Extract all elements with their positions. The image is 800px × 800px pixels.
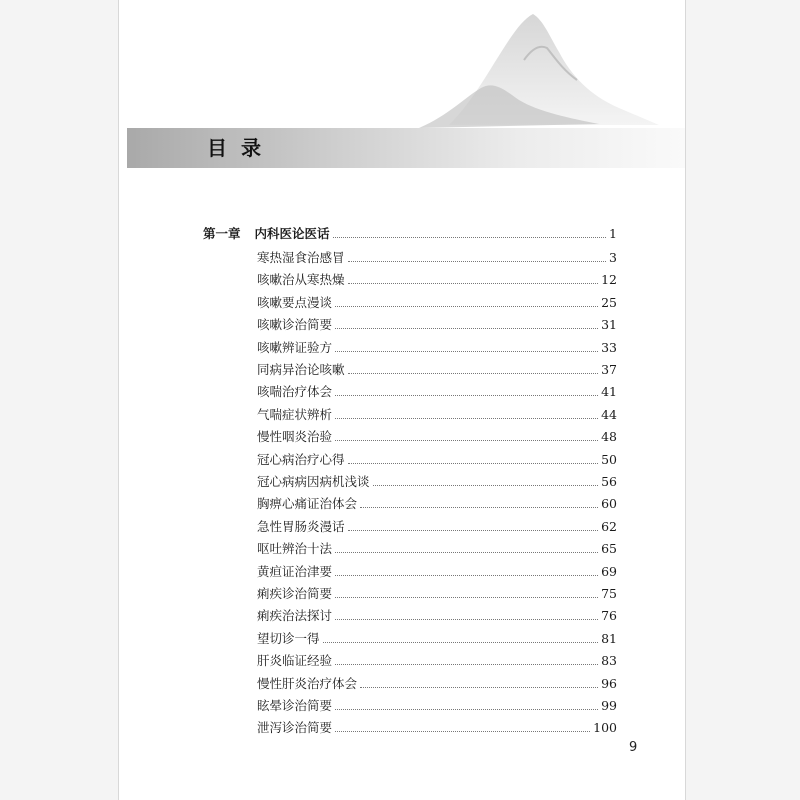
toc-entry-page: 50: [601, 451, 617, 467]
dot-leader: [335, 417, 598, 419]
dot-leader: [373, 484, 599, 486]
toc-entry-page: 65: [601, 541, 617, 557]
toc-entry-row[interactable]: [257, 338, 617, 358]
toc-entry-page: 48: [601, 429, 617, 445]
toc-entry-row[interactable]: [257, 651, 617, 671]
chapter-page: 1: [609, 226, 617, 241]
toc-entry-page: 81: [601, 630, 617, 646]
dot-leader: [335, 551, 598, 553]
toc-entry-page: 99: [601, 698, 617, 713]
toc-entry-title: 慢性肝炎治疗体会: [257, 675, 358, 691]
toc-entry-title: 冠心病病因病机浅谈: [257, 474, 370, 489]
dot-leader: [335, 350, 598, 352]
dot-leader: [348, 282, 599, 284]
toc-entry-title: 慢性咽炎治验: [257, 429, 333, 445]
toc-entry-page: 75: [601, 586, 617, 601]
dot-leader: [360, 506, 598, 508]
toc-entry-title: 咳嗽辨证验方: [257, 339, 333, 355]
toc-entry-title: 胸痹心痛证治体会: [257, 496, 358, 512]
toc-entry-page: 12: [601, 272, 617, 288]
page-number: 9: [629, 740, 638, 755]
toc-entry-title: 痢疾诊治简要: [257, 586, 333, 601]
toc-entry-page: 100: [593, 720, 617, 736]
dot-leader: [335, 305, 598, 307]
toc-title: 目录: [207, 136, 275, 160]
toc-entry-row[interactable]: [257, 539, 617, 559]
toc-entry-title: 黄疸证治津要: [257, 563, 333, 579]
toc-entry-title: 咳喘治疗体会: [257, 384, 333, 400]
toc-entry-row[interactable]: [257, 629, 617, 649]
toc-entry-title: 急性胃肠炎漫话: [257, 518, 345, 534]
toc-entry-page: 60: [601, 496, 617, 512]
toc-entry-row[interactable]: [257, 517, 617, 537]
dot-leader: [335, 574, 598, 576]
toc-entry-row[interactable]: [257, 562, 617, 582]
toc-entry-title: 肝炎临证经验: [257, 653, 333, 669]
toc-entry-row[interactable]: [257, 382, 617, 402]
toc-entry-row[interactable]: [257, 450, 617, 470]
chapter-number: 第一章: [203, 226, 241, 241]
toc-entry-page: 41: [601, 384, 617, 400]
dot-leader: [348, 372, 599, 374]
toc-entry-row[interactable]: [257, 584, 617, 604]
toc-entry-row[interactable]: [257, 315, 617, 335]
toc-entry-title: 气喘症状辨析: [257, 406, 333, 422]
dot-leader: [348, 260, 606, 262]
dot-leader: [323, 641, 599, 643]
toc-entry-title: 同病异治论咳嗽: [257, 362, 345, 377]
toc-entry-row[interactable]: [257, 360, 617, 380]
dot-leader: [360, 686, 598, 688]
toc-entry-row[interactable]: [257, 674, 617, 694]
toc-entry-title: 寒热湿食治感冒: [257, 250, 345, 265]
toc-entry-row[interactable]: [257, 606, 617, 626]
dot-leader: [335, 596, 598, 598]
dot-leader: [348, 462, 599, 464]
toc-header-band: [127, 128, 686, 168]
toc-entry-row[interactable]: [257, 427, 617, 447]
toc-entry-page: 44: [601, 406, 617, 422]
toc-entry-title: 呕吐辨治十法: [257, 541, 333, 557]
toc-entry-row[interactable]: [257, 472, 617, 492]
toc-entry-page: 25: [601, 294, 617, 310]
dot-leader: [335, 663, 598, 665]
dot-leader: [348, 529, 599, 531]
toc-chapter-row[interactable]: [203, 224, 617, 244]
toc-entry-row[interactable]: [257, 270, 617, 290]
toc-entry-title: 冠心病治疗心得: [257, 451, 345, 467]
toc-entry-page: 37: [601, 362, 617, 377]
toc-entry-row[interactable]: [257, 405, 617, 425]
dot-leader: [333, 236, 606, 238]
dot-leader: [335, 394, 598, 396]
toc-entry-page: 56: [601, 474, 617, 489]
toc-entry-title: 痢疾治法探讨: [257, 608, 333, 624]
dot-leader: [335, 730, 590, 732]
toc-entry-row[interactable]: [257, 248, 617, 268]
dot-leader: [335, 708, 598, 710]
book-page: [118, 0, 686, 800]
dot-leader: [335, 618, 598, 620]
toc-entry-page: 31: [601, 317, 617, 333]
chapter-title: 内科医论医话: [254, 226, 330, 241]
dot-leader: [335, 327, 598, 329]
toc-entry-page: 83: [601, 653, 617, 669]
toc-entry-title: 咳嗽治从寒热燥: [257, 272, 345, 288]
toc-entry-title: 泄泻诊治简要: [257, 720, 333, 736]
toc-entry-title: 咳嗽诊治简要: [257, 317, 333, 333]
toc-entry-page: 62: [601, 518, 617, 534]
toc-entry-page: 96: [601, 675, 617, 691]
toc-entry-page: 3: [609, 250, 617, 265]
toc-entry-title: 咳嗽要点漫谈: [257, 294, 333, 310]
toc-entry-row[interactable]: [257, 494, 617, 514]
toc-entry-title: 眩晕诊治简要: [257, 698, 333, 713]
dot-leader: [335, 439, 598, 441]
toc-entry-row[interactable]: [257, 293, 617, 313]
toc-entry-page: 33: [601, 339, 617, 355]
toc-entry-page: 69: [601, 563, 617, 579]
toc-entry-row[interactable]: [257, 696, 617, 716]
toc-entry-title: 望切诊一得: [257, 630, 320, 646]
toc-entry-page: 76: [601, 608, 617, 624]
toc-entry-row[interactable]: [257, 718, 617, 738]
